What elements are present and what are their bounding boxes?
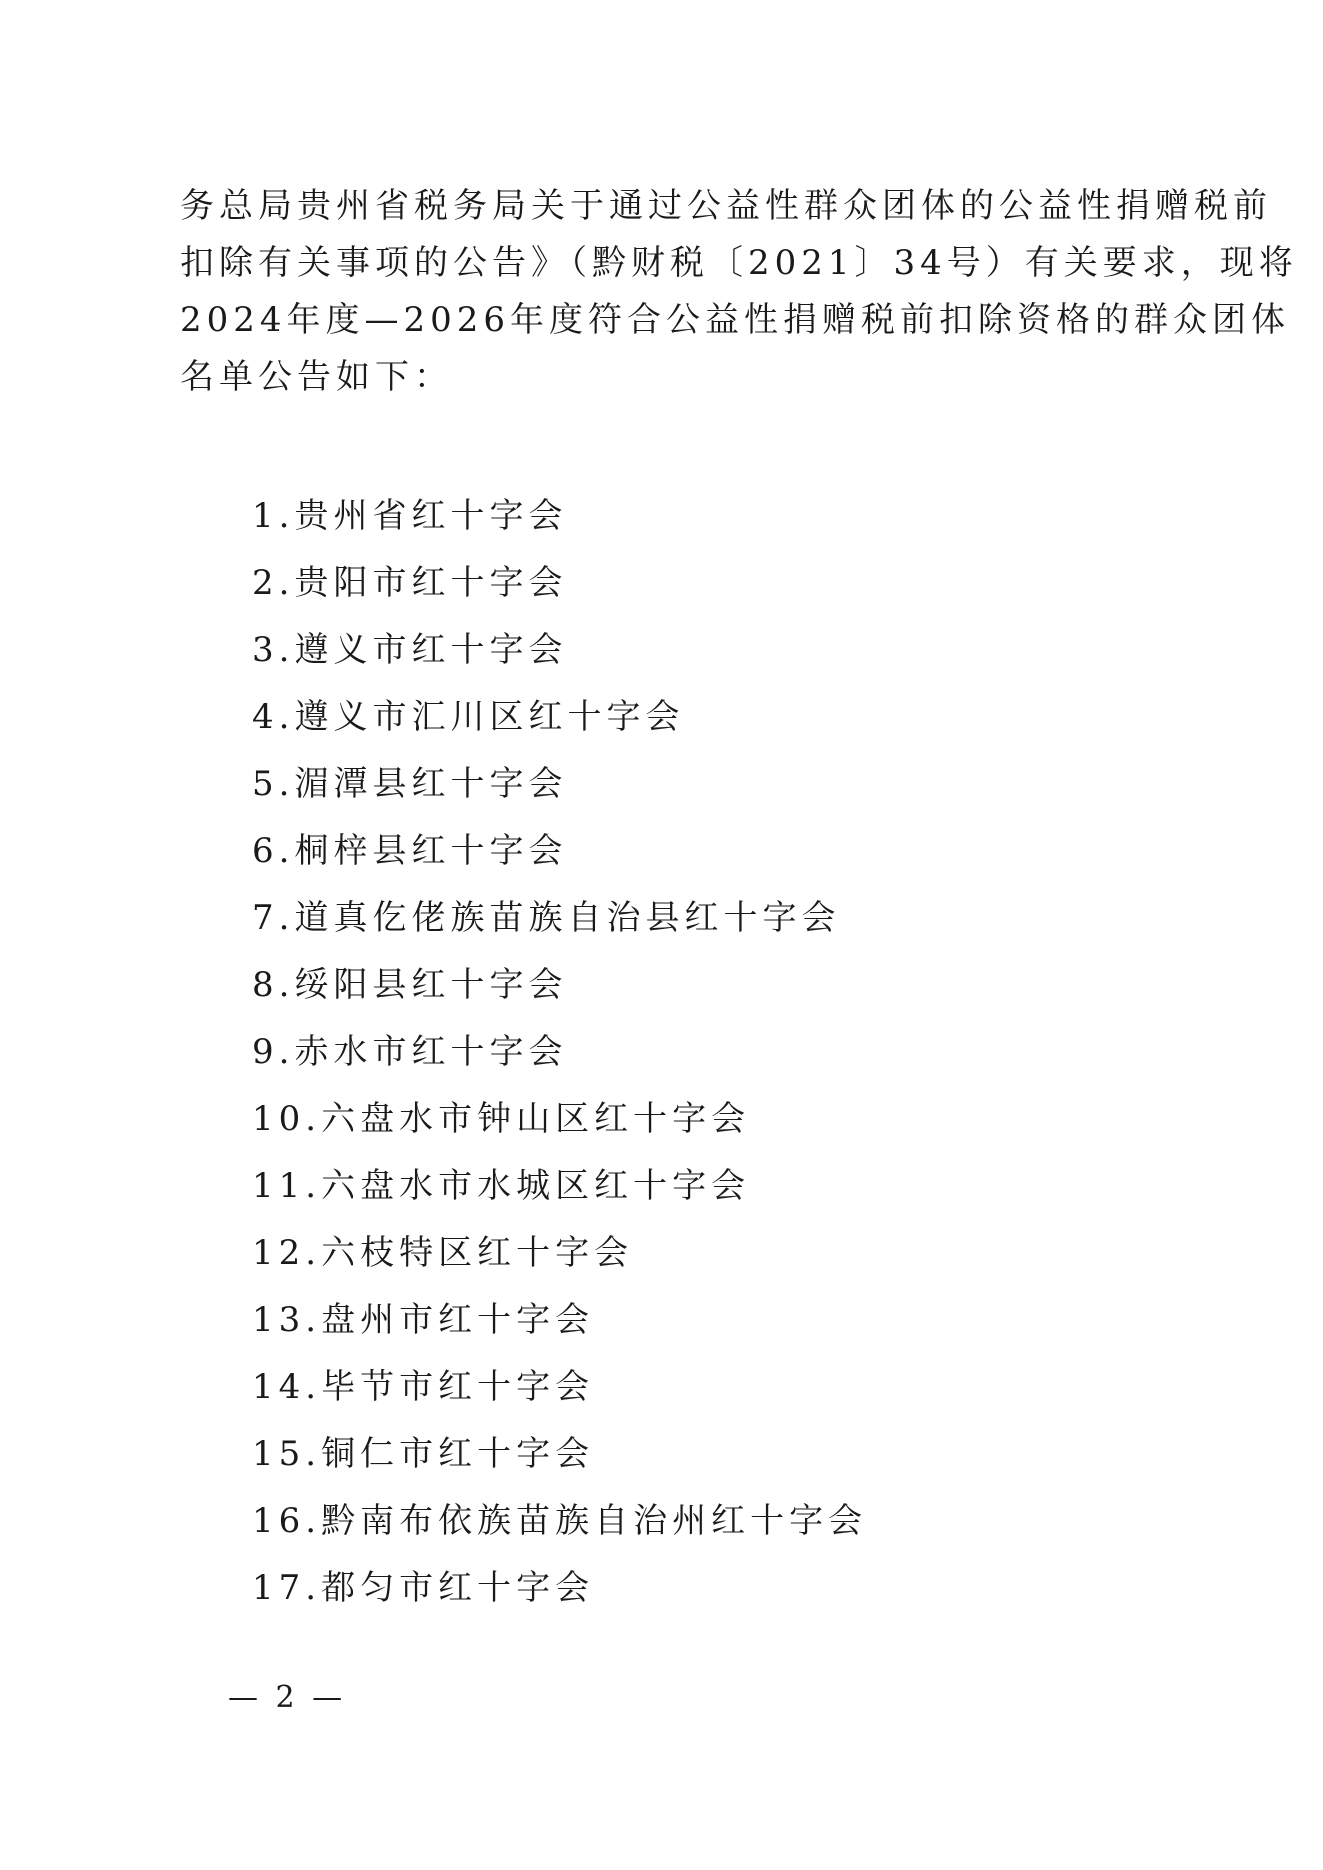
organization-list [252, 496, 867, 1635]
list-item: 13.盘州市红十字会 [252, 1300, 595, 1340]
list-item: 15.铜仁市红十字会 [252, 1434, 595, 1474]
list-item: 6.桐梓县红十字会 [252, 831, 568, 871]
list-item: 5.湄潭县红十字会 [252, 764, 568, 804]
list-item: 1.贵州省红十字会 [252, 496, 568, 536]
paragraph-line-2: 扣除有关事项的公告》（黔财税〔2021〕34号）有关要求，现将 [180, 243, 1298, 283]
list-item: 9.赤水市红十字会 [252, 1032, 568, 1072]
paragraph-line-4: 名单公告如下： [180, 357, 453, 397]
paragraph-line-3: 2024年度—2026年度符合公益性捐赠税前扣除资格的群众团体 [180, 300, 1291, 340]
list-item: 14.毕节市红十字会 [252, 1367, 595, 1407]
list-item: 8.绥阳县红十字会 [252, 965, 568, 1005]
list-item: 3.遵义市红十字会 [252, 630, 568, 670]
list-item: 17.都匀市红十字会 [252, 1568, 595, 1608]
list-item: 7.道真仡佬族苗族自治县红十字会 [252, 898, 841, 938]
list-item: 11.六盘水市水城区红十字会 [252, 1166, 751, 1206]
list-item: 2.贵阳市红十字会 [252, 563, 568, 603]
list-item: 16.黔南布依族苗族自治州红十字会 [252, 1501, 868, 1541]
list-item: 4.遵义市汇川区红十字会 [252, 697, 685, 737]
page-number: — 2 — [228, 1680, 347, 1715]
paragraph-line-1: 务总局贵州省税务局关于通过公益性群众团体的公益性捐赠税前 [180, 186, 1272, 226]
list-item: 12.六枝特区红十字会 [252, 1233, 634, 1273]
list-item: 10.六盘水市钟山区红十字会 [252, 1099, 751, 1139]
